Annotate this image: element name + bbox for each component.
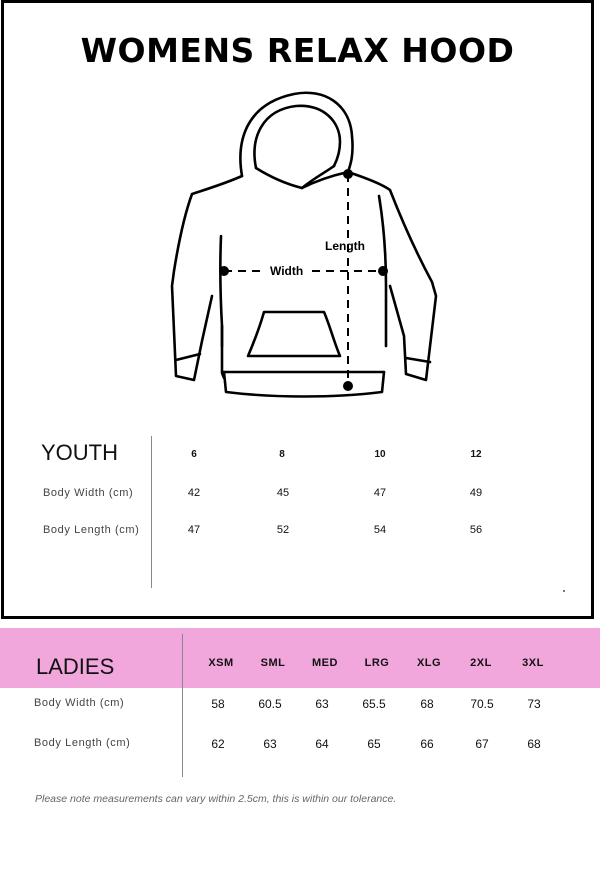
youth-cell: 47: [187, 524, 201, 536]
youth-cell: 56: [469, 524, 483, 536]
length-top-dot: [343, 169, 353, 179]
ladies-divider: [182, 634, 183, 777]
youth-cell: 52: [276, 524, 290, 536]
youth-heading: YOUTH: [41, 440, 118, 465]
youth-size-header: 8: [279, 449, 285, 460]
ladies-row-label-length: Body Length (cm): [34, 737, 131, 749]
ladies-size-header: LRG: [364, 657, 390, 669]
width-right-dot: [378, 266, 388, 276]
ladies-size-header: 3XL: [522, 657, 544, 669]
ladies-cell: 67: [475, 737, 489, 751]
ladies-cell: 68: [527, 737, 541, 751]
length-bottom-dot: [343, 381, 353, 391]
ladies-heading: LADIES: [36, 654, 115, 679]
hood-inner-outline: [255, 106, 340, 168]
ladies-cell: 62: [211, 737, 225, 751]
top-panel: [1, 0, 594, 619]
youth-cell: 54: [373, 524, 387, 536]
ladies-cell: 65: [367, 737, 381, 751]
youth-row-label-length: Body Length (cm): [43, 524, 140, 536]
youth-cell: 47: [373, 487, 387, 499]
ladies-cell: 63: [315, 697, 329, 711]
ladies-size-header: 2XL: [470, 657, 492, 669]
tolerance-note: Please note measurements can vary within 2.5cm, this is within our tolerance.: [35, 793, 397, 805]
ladies-size-header: SML: [260, 657, 286, 669]
youth-size-header: 6: [191, 449, 197, 460]
ladies-cell: 73: [527, 697, 541, 711]
ladies-cell: 70.5: [470, 697, 494, 711]
ladies-cell: 58: [211, 697, 225, 711]
youth-cell: 45: [276, 487, 290, 499]
youth-size-header: 10: [374, 449, 386, 460]
youth-cell: 49: [469, 487, 483, 499]
right-cuff-outline: [406, 358, 430, 362]
left-cuff-outline: [176, 354, 200, 360]
width-label: Width: [270, 264, 304, 278]
width-left-dot: [219, 266, 229, 276]
ladies-size-header: XSM: [208, 657, 234, 669]
ladies-cell: 64: [315, 737, 329, 751]
hoodie-illustration: [154, 86, 454, 406]
youth-divider: [151, 436, 152, 588]
neckline-outline: [256, 166, 334, 188]
ladies-cell: 68: [420, 697, 434, 711]
ladies-cell: 65.5: [362, 697, 386, 711]
page-title: WOMENS RELAX HOOD: [80, 31, 515, 70]
right-shoulder-outline: [348, 172, 436, 380]
youth-cell: 42: [187, 487, 201, 499]
pocket-outline: [248, 312, 340, 356]
ladies-size-header: MED: [312, 657, 338, 669]
ladies-cell: 66: [420, 737, 434, 751]
length-label: Length: [325, 239, 365, 253]
ladies-cell: 63: [263, 737, 277, 751]
ladies-size-header: XLG: [416, 657, 442, 669]
youth-row-label-width: Body Width (cm): [43, 487, 134, 499]
youth-size-header: 12: [470, 449, 482, 460]
ladies-cell: 60.5: [258, 697, 282, 711]
left-shoulder-outline: [172, 176, 242, 380]
ladies-row-label-width: Body Width (cm): [34, 697, 125, 709]
stray-dot: [563, 590, 565, 592]
